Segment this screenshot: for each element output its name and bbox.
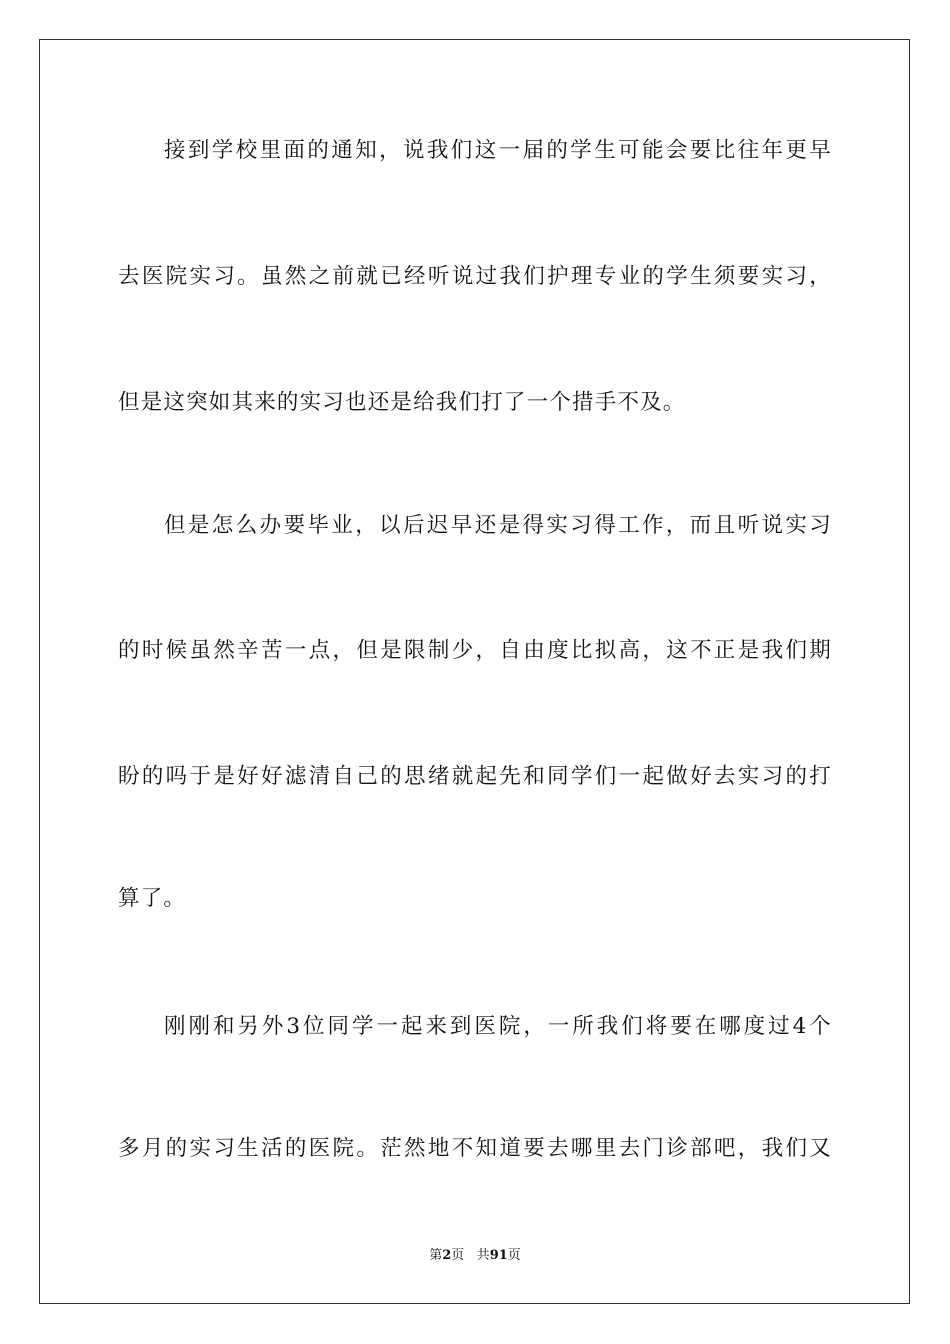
- paragraph-2-line-4: 算了。: [118, 886, 187, 911]
- paragraph-2-line-3: 盼的吗于是好好滤清自己的思绪就起先和同学们一起做好去实习的打: [118, 764, 832, 789]
- footer-page-number: 2: [442, 1248, 452, 1263]
- footer-total-prefix: 共: [476, 1248, 490, 1263]
- footer-page-prefix: 第: [429, 1248, 443, 1263]
- footer-total-pages: 91: [489, 1248, 508, 1263]
- paragraph-1-line-1: 接到学校里面的通知，说我们这一届的学生可能会要比往年更早: [164, 138, 832, 163]
- paragraph-2-line-1: 但是怎么办要毕业，以后迟早还是得实习得工作，而且听说实习: [164, 513, 832, 538]
- footer-page-unit: 页: [451, 1248, 465, 1263]
- paragraph-3-line-2: 多月的实习生活的医院。茫然地不知道要去哪里去门诊部吧，我们又: [118, 1136, 832, 1161]
- paragraph-2-line-2: 的时候虽然辛苦一点，但是限制少，自由度比拟高，这不正是我们期: [118, 638, 832, 663]
- page-frame: [39, 39, 910, 1304]
- paragraph-1-line-2: 去医院实习。虽然之前就已经听说过我们护理专业的学生须要实习，: [118, 264, 832, 289]
- page-footer: [0, 1247, 950, 1265]
- paragraph-3-line-1: 刚刚和另外3位同学一起来到医院，一所我们将要在哪度过4个: [164, 1014, 832, 1039]
- footer-total-unit: 页: [507, 1248, 521, 1263]
- paragraph-1-line-3: 但是这突如其来的实习也还是给我们打了一个措手不及。: [118, 390, 686, 415]
